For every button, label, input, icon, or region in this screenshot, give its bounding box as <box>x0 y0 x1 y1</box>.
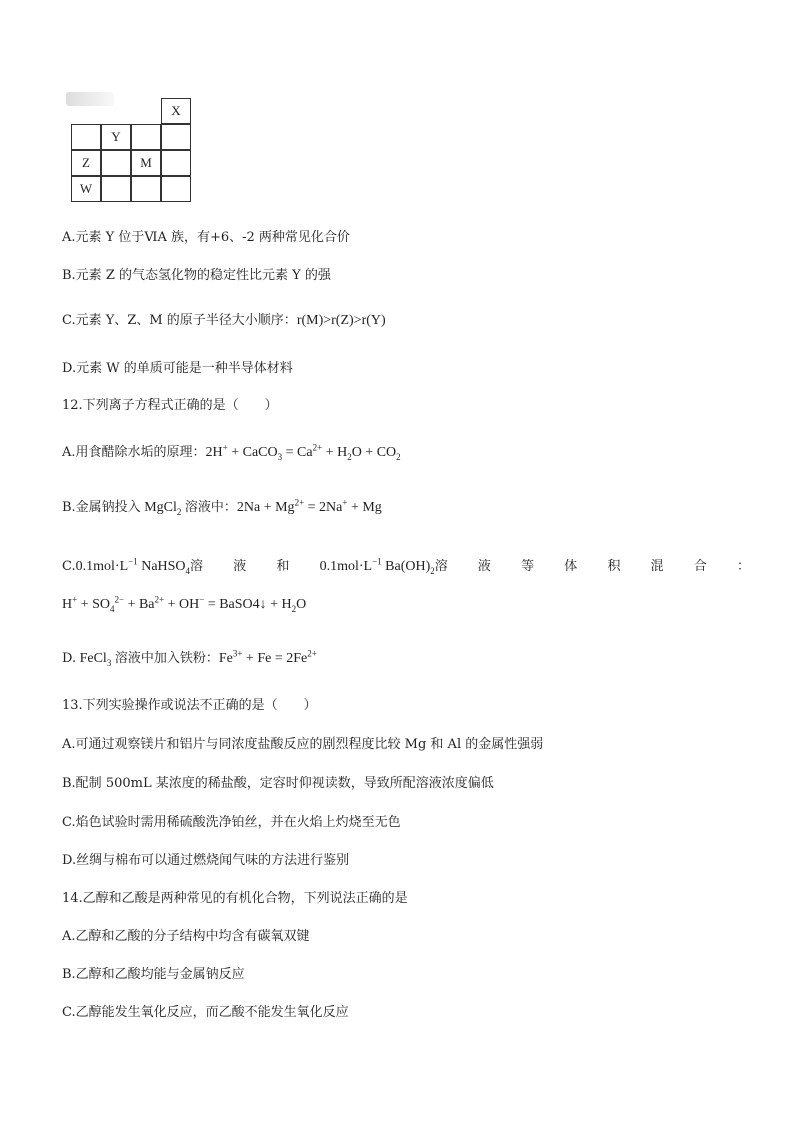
q11-option-d: D.元素 W 的单质可能是一种半导体材料 <box>62 361 293 376</box>
q12-option-b-mgcl2: MgCl$_2$ <box>140 500 182 517</box>
cell-r2c4 <box>161 124 191 150</box>
q12-option-c-equation: $H^+ + SO_4^{2-} + Ba^{2+} + OH^-$ = BaSO4↓ + $H_2O$ <box>62 594 307 614</box>
q12-stem: 12.下列离子方程式正确的是（ ） <box>62 398 278 413</box>
q14-option-c: C.乙醇能发生氧化反应，而乙酸不能发生氧化反应 <box>62 1005 349 1020</box>
q12-option-d-equation: $Fe^{3+} + Fe = 2Fe^{2+}$ <box>218 648 317 666</box>
cell-m: M <box>131 150 161 176</box>
q12-option-a-text: A.用食醋除水垢的原理： <box>62 445 206 460</box>
q12-option-b-text: B.金属钠投入 <box>62 500 141 515</box>
q12-c-char: 积 <box>607 559 621 574</box>
q12-option-d-text: 溶液中加入铁粉： <box>114 651 219 666</box>
q12-option-a <box>62 442 401 462</box>
q12-option-c-line2 <box>62 594 307 614</box>
q12-option-c-nahso4: $0.1mol\cdot L^{-1}$ NaHSO$_4$ <box>75 556 191 576</box>
q11-option-a: A.元素 Y 位于ⅥA 族，有+6、-2 两种常见化合价 <box>62 230 350 245</box>
periodic-table-fragment <box>68 96 192 204</box>
q12-c-char: 溶 <box>434 559 448 574</box>
cell-y: Y <box>101 124 131 150</box>
q14-stem: 14.乙醇和乙酸是两种常见的有机化合物，下列说法正确的是 <box>62 891 408 906</box>
cell-x: X <box>161 98 191 124</box>
q11-option-c-formula: r(M)>r(Z)>r(Y) <box>296 313 386 328</box>
q11-option-c-text: C.元素 Y、Z、M 的原子半径大小顺序： <box>62 313 297 328</box>
q12-c-char: 合 <box>693 559 707 574</box>
q12-c-char: 混 <box>650 559 664 574</box>
q13-option-a: A.可通过观察镁片和铝片与同浓度盐酸反应的剧烈程度比较 Mg 和 Al 的金属性强弱 <box>62 737 544 752</box>
q12-c-char: 和 <box>276 559 290 574</box>
q14-option-b: B.乙醇和乙酸均能与金属钠反应 <box>62 967 245 982</box>
cell-r4c2 <box>101 176 131 202</box>
q12-option-d-fecl3: FeCl$_3$ <box>76 651 112 668</box>
q12-option-a-equation: 2H+ + CaCO$_3$ = $Ca^{2+} + H_2O + CO_2$ <box>205 442 401 462</box>
q12-c-char: 体 <box>564 559 578 574</box>
cell-r4c3 <box>131 176 161 202</box>
q13-stem: 13.下列实验操作或说法不正确的是（ ） <box>62 698 317 713</box>
q13-option-c: C.焰色试验时需用稀硫酸洗净铂丝，并在火焰上灼烧至无色 <box>62 815 401 830</box>
q12-option-c-line1 <box>62 555 750 575</box>
q12-c-char: 液 <box>233 559 247 574</box>
cell-r3c2 <box>101 150 131 176</box>
q12-option-d-label: D. <box>62 651 77 666</box>
q11-option-b: B.元素 Z 的气态氢化物的稳定性比元素 Y 的强 <box>62 268 331 283</box>
cell-r3c4 <box>161 150 191 176</box>
q13-option-b: B.配制 500mL 某浓度的稀盐酸，定容时仰视读数，导致所配溶液浓度偏低 <box>62 776 494 791</box>
cell-r2c3 <box>131 124 161 150</box>
q12-option-d <box>62 648 317 668</box>
q12-option-c-label: C. <box>62 559 76 574</box>
q12-option-c-baoh2: $0.1mol\cdot L^{-1}$ $Ba(OH)_2$ <box>319 556 435 576</box>
q12-c-char: 液 <box>477 559 491 574</box>
cell-w: W <box>71 176 101 202</box>
q12-c-char: 等 <box>521 559 535 574</box>
q12-option-c-part2 <box>320 555 448 575</box>
q14-option-a: A.乙醇和乙酸的分子结构中均含有碳氧双键 <box>62 929 310 944</box>
q12-c-char: ： <box>736 559 750 574</box>
cell-r2c1 <box>71 124 101 150</box>
q12-option-c-part1 <box>62 555 203 575</box>
q11-option-c <box>62 313 386 329</box>
cell-r4c4 <box>161 176 191 202</box>
q12-option-b-text2: 溶液中： <box>184 500 237 515</box>
q12-option-b-equation: $2Na + Mg^{2+} = 2Na^+ + Mg$ <box>236 497 382 515</box>
cell-z: Z <box>71 150 101 176</box>
q12-option-b <box>62 497 382 517</box>
q13-option-d: D.丝绸与棉布可以通过燃烧闻气味的方法进行鉴别 <box>62 853 350 868</box>
q12-c-char: 溶 <box>190 559 204 574</box>
